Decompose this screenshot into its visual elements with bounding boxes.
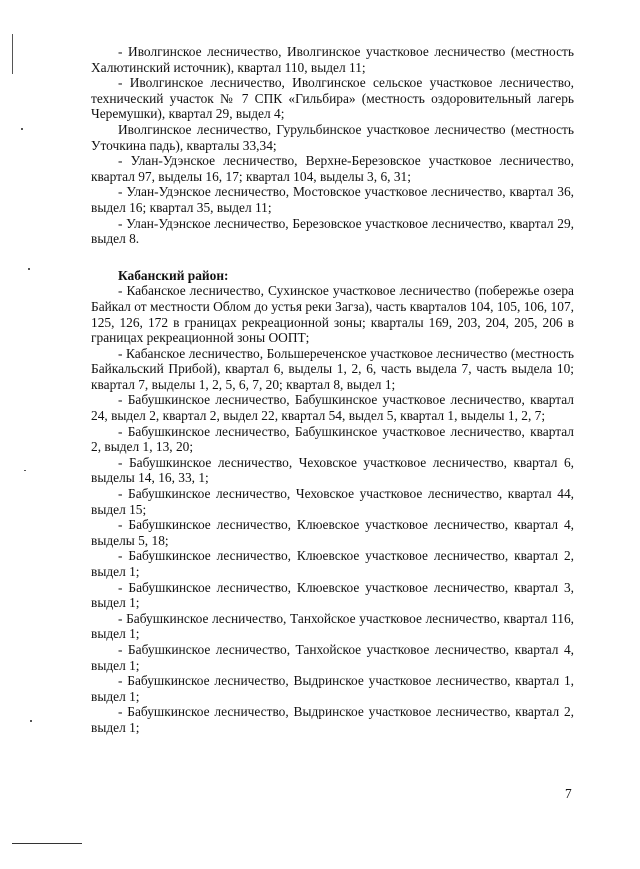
paragraph: - Кабанское лесничество, Большереченское участковое лесничество (местность Байкальский Прибой), квартал 6, выделы 1, 2, 6, часть выдела 7, часть выдела 10; квартал 7, выделы 1, 2, 5, 6, 7, 20; квартал 8, выдел 1; (91, 345, 574, 392)
paragraph: - Бабушкинское лесничество, Танхойское участковое лесничество, квартал 4, выдел 1; (91, 641, 574, 673)
paragraph: - Бабушкинское лесничество, Танхойское участковое лесничество, квартал 116, выдел 1; (91, 610, 574, 642)
paragraph: - Иволгинское лесничество, Иволгинское участковое лесничество (местность Халютинский источник), квартал 110, выдел 11; (91, 44, 574, 75)
paragraph: - Бабушкинское лесничество, Бабушкинское участковое лесничество, квартал 24, выдел 2, квартал 2, выдел 22, квартал 54, выдел 5, квартал 1, выделы 1, 2, 7; (91, 392, 574, 424)
scan-speck (30, 720, 32, 722)
paragraph: - Бабушкинское лесничество, Выдринское участковое лесничество, квартал 1, выдел 1; (91, 673, 574, 704)
paragraph: - Бабушкинское лесничество, Клюевское участковое лесничество, квартал 2, выдел 1; (91, 548, 574, 579)
scan-speck (28, 268, 30, 270)
paragraph: - Улан-Удэнское лесничество, Мостовское участковое лесничество, квартал 36, выдел 16; квартал 35, выдел 11; (91, 184, 574, 215)
section-spacer (91, 247, 574, 268)
paragraph: - Кабанское лесничество, Сухинское участковое лесничество (побережье озера Байкал от местности Облом до устья реки Загза), часть кварталов 104, 105, 106, 107, 125, 126, 172 в границах рекреационной зоны; кварталы 169, 203, 204, 205, 206 в границах рекреационной зоны ООПТ; (91, 283, 574, 346)
paragraph: - Бабушкинское лесничество, Клюевское участковое лесничество, квартал 4, выделы 5, 18; (91, 517, 574, 548)
paragraph: Иволгинское лесничество, Гурульбинское участковое лесничество (местность Уточкина падь), кварталы 33,34; (91, 121, 574, 153)
section-heading: Кабанский район: (118, 267, 229, 283)
scan-margin-line (12, 34, 13, 74)
scan-bottom-line (12, 843, 82, 844)
document-body (91, 44, 574, 736)
paragraph: - Бабушкинское лесничество, Бабушкинское участковое лесничество, квартал 2, выдел 1, 13, 20; (91, 423, 574, 455)
page-number: 7 (565, 786, 572, 801)
paragraph: - Бабушкинское лесничество, Чеховское участковое лесничество, квартал 44, выдел 15; (91, 486, 574, 517)
scan-speck (21, 128, 23, 130)
paragraph: - Бабушкинское лесничество, Чеховское участковое лесничество, квартал 6, выделы 14, 16, 33, 1; (91, 454, 574, 486)
scan-speck (24, 470, 26, 471)
paragraph: - Улан-Удэнское лесничество, Березовское участковое лесничество, квартал 29, выдел 8. (91, 215, 574, 247)
paragraph: - Улан-Удэнское лесничество, Верхне-Березовское участковое лесничество, квартал 97, выделы 16, 17; квартал 104, выделы 3, 6, 31; (91, 153, 574, 184)
paragraph: - Бабушкинское лесничество, Выдринское участковое лесничество, квартал 2, выдел 1; (91, 704, 574, 735)
paragraph: - Бабушкинское лесничество, Клюевское участковое лесничество, квартал 3, выдел 1; (91, 579, 574, 611)
paragraph: - Иволгинское лесничество, Иволгинское сельское участковое лесничество, технический участок № 7 СПК «Гильбира» (местность оздоровительный лагерь Черемушки), квартал 29, выдел 4; (91, 75, 574, 122)
